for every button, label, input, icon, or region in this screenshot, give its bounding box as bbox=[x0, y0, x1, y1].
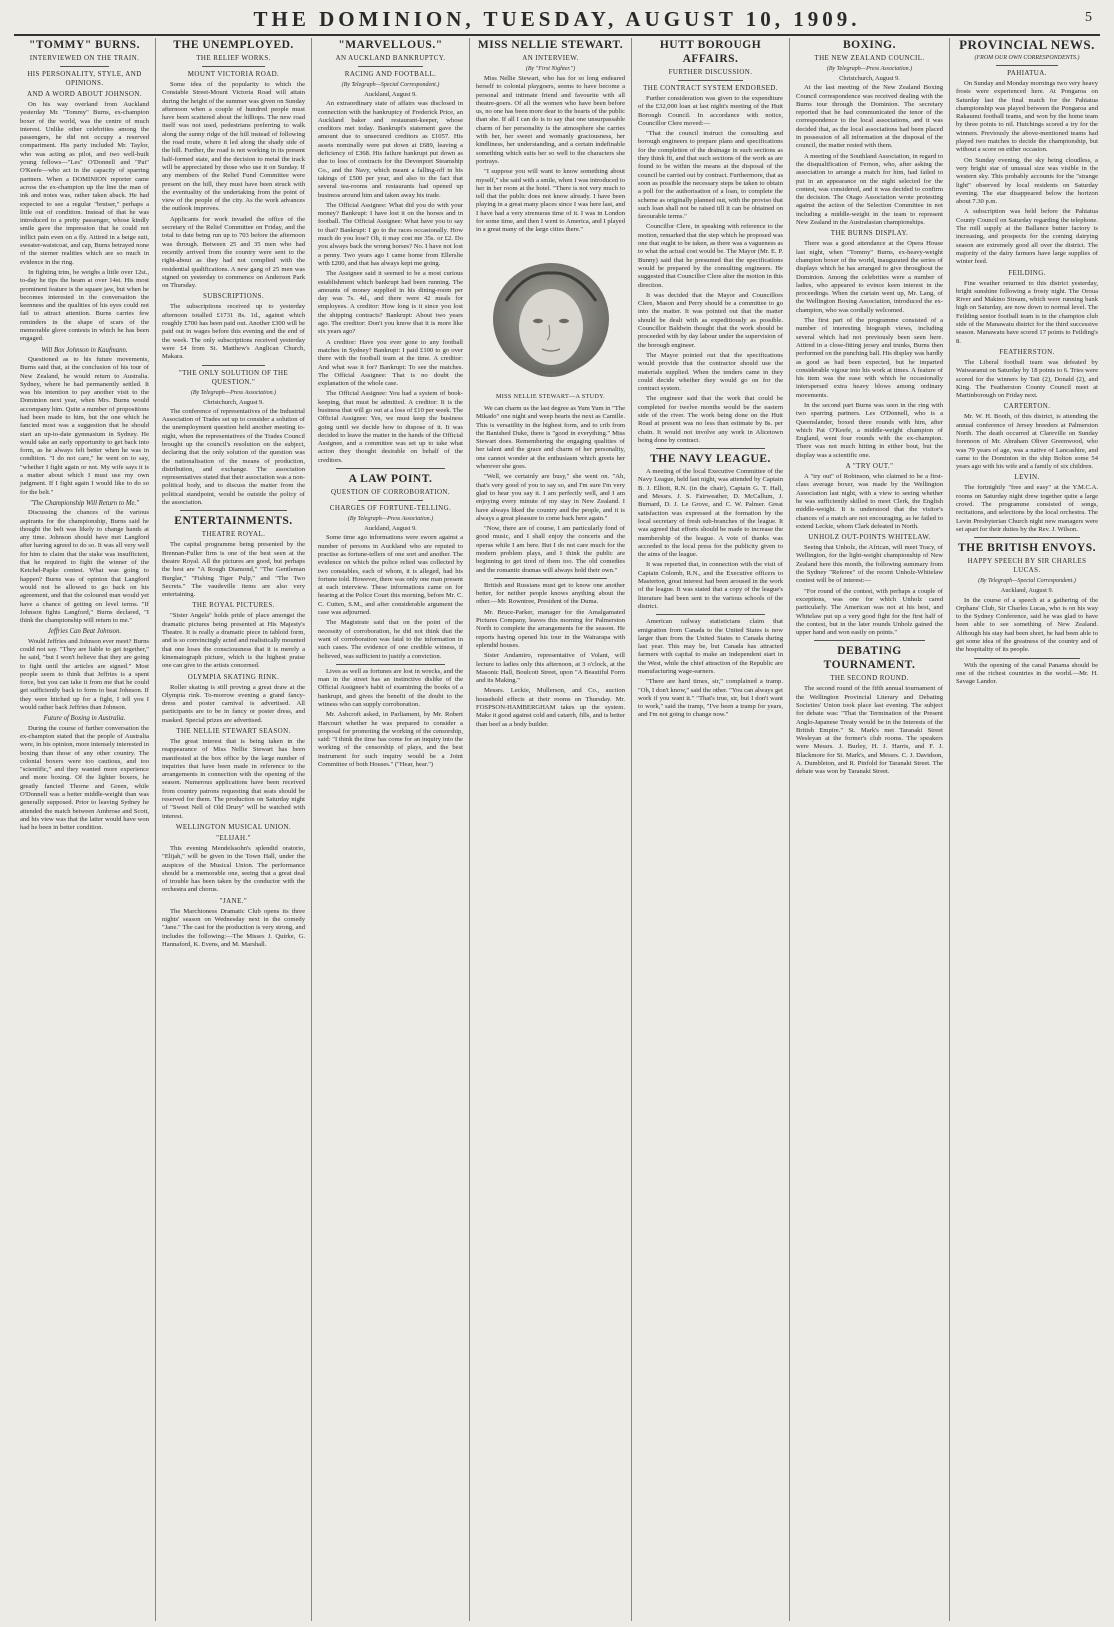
byline: (FROM OUR OWN CORRESPONDENTS.) bbox=[974, 55, 1080, 61]
byline: (By Telegraph—Press Association.) bbox=[347, 516, 434, 523]
paragraph: A meeting of the Southland Association, in regard to the disqualification of Fernon, who, after asking the association to arrange a match for him, had failed to put in an appearance on the night selected for the contest, was considered, and it was decided to confirm the decision. The Otago Association wrote protesting against the action of the Selection Committee in not including a middle-weight in the team to represent New Zealand in the Australasian championships. bbox=[796, 152, 943, 227]
section-title: Future of Boxing in Australia. bbox=[43, 715, 126, 723]
paragraph: Further consideration was given to the expenditure of the £32,000 loan at last night's meeting of the Hutt Borough Council. In accordance with notice, Councillor Clere moved:— bbox=[638, 95, 783, 127]
subheading: THE CONTRACT SYSTEM ENDORSED. bbox=[643, 84, 778, 92]
subheading: UNHOLZ OUT-POINTS WHITELAW. bbox=[808, 533, 931, 542]
article-heading: HUTT BOROUGH AFFAIRS. bbox=[659, 39, 762, 65]
paragraph: The Assignee said it seemed to be a most curious establishment which bankrupt had been running. The amounts of money supplied in his dining-room per day was 7s. 4d., and there were 42 meals for employees. A creditor: How long is it since you lost the shipping contracts? Bankrupt: About two years ago. The creditor: Don't you know that it is more like six years ago? bbox=[318, 270, 463, 336]
article-heading: PROVINCIAL NEWS. bbox=[959, 38, 1095, 52]
subheading: AN AUCKLAND BANKRUPTCY. bbox=[335, 54, 446, 62]
byline: (By Telegraph—Press Association.) bbox=[826, 66, 913, 72]
divider bbox=[180, 510, 287, 511]
subheading: OLYMPIA SKATING RINK. bbox=[187, 672, 280, 681]
divider bbox=[656, 614, 765, 615]
subheading: A "TRY OUT." bbox=[845, 462, 894, 471]
subheading: "THE ONLY SOLUTION OF THE QUESTION." bbox=[178, 368, 289, 386]
paragraph: Discussing the chances of the various aspirants for the championship, Burns said he thought the belt was likely to change hands at any time. Johnson should have met Langford after having agreed to do so. It was all very well for him to claim that the stake was insufficient, that he required to fight the winner of the Ketchel-Papke contest. What was going to happen? Burns was of opinion that Langford would not be allowed to go back on his agreement, and that the coloured man would yet have a chance of getting on level terms. "If Johnson fights Langford," Burns declared, "I think the championship will return to me." bbox=[20, 509, 149, 625]
paragraph: "That the council instruct the consulting and borough engineers to prepare plans and specifications for the completion of the drainage in such sections as they think fit, and that such sections of the work as are found to be within the means at the disposal of the council be carried out by contract. Furthermore, that as soon as possible the necessary steps be taken to obtain a poll for the authorisation of a loan, to complete the scheme as originally planned out, with the proviso that such loan shall not be raised till it can be obtained on favourable terms." bbox=[638, 130, 784, 221]
paragraph: The Official Assignee: What did you do with your money? Bankrupt: I have lost it on the horses and in football. The Official Assignee: What have you to say to that? Bankrupt: I go to the races occasionally. How much do you lose? Oh, it may cost me 35s. or £2. Do you always back the wrong horses? No. I have not lost a penny. Two years ago I came home from Ellerslie with £200, and that has always kept me going. bbox=[318, 201, 463, 267]
divider bbox=[656, 448, 765, 449]
subheading: SUBSCRIPTIONS. bbox=[202, 292, 265, 301]
paragraph: At the last meeting of the New Zealand Boxing Council correspondence was received dealing with the Burns tour through the Dominion. The secretary reported that he had communicated the tenor of the correspondence to the local associations, and it was decided that, as the local associations had been placed in possession of all information at the disposal of the council, the matter rested with them. bbox=[796, 84, 943, 150]
paragraph: Applicants for work invaded the office of the secretary of the Relief Committee on Friday, and the total to date being run up to 703 before the afternoon was through. Between 25 and 35 men who had recently arrived from the country were sent to the right-about as they had not complied with the residential qualifications. A new gang of 25 men was signed on yesterday to commence on Anderson Park on Thursday. bbox=[162, 215, 305, 290]
paragraph: "Sister Angela" holds pride of place amongst the dramatic pictures being presented at His Majesty's Theatre. It is really a dramatic piece in tabloid form, and is so convincingly acted and realistically mounted that one loses the consciousness that it is merely a kinematograph picture, which is the highest praise one can give to the artists concerned. bbox=[162, 612, 306, 670]
article-heading: THE UNEMPLOYED. bbox=[173, 39, 294, 51]
paragraph: In fighting trim, he weighs a little over 12st., to-day he tips the beam at over 14st. His most prominent feature is the square jaw, but when he becomes interested in the conversation the keenness and the qualities of his eyes could not fail to attract attention. Burns carries few reminders in the shape of scars of the memorable glove contests in which he has been engaged. bbox=[20, 268, 149, 343]
column-provincial-news bbox=[950, 38, 1104, 1621]
paragraph: Seeing that Unholz, the African, will meet Tracy, of Wellington, for the light-weight championship of New Zealand here this month, the following summary from the Sydney "Referee" of the recent Unholz-Whitelaw contest will be of interest:— bbox=[796, 544, 943, 585]
paragraph: Councillor Clere, in speaking with reference to the motion, remarked that the step which he proposed was one that ought to be taken, as there was a vagueness as to what the actual cost would be. The Mayor (Mr. E. P. Bunny) said that he presumed that the specifications would be prepared by the consulting engineers. He suggested that Councillor Clere alter the motion in this direction. bbox=[638, 223, 783, 289]
subheading: RACING AND FOOTBALL. bbox=[344, 70, 437, 78]
paragraph: Roller skating is still proving a great draw at the Olympia rink. To-morrow evening a grand fancy-dress and poster carnival is advertised. All participants are to be in fancy or poster dress, and masked. Special prizes are advertised. bbox=[162, 683, 305, 724]
paragraph: Miss Nellie Stewart, who has for so long endeared herself to colonial playgoers, seems to have become a personal and intimate friend and favourite with all theatre-goers. Of all the women who have been before us, no one has been more dear to the hearts of the public than she. If all I can do is to say that one unsurpassable charm of her personality is the atmosphere she carries with her, her sweet and womanly graciousness, her kindliness, her understanding, and a certain indefinable something which suits her so well to the characters she portrays. bbox=[476, 75, 625, 165]
article-heading: ENTERTAINMENTS. bbox=[174, 515, 293, 528]
paragraph: Lives as well as fortunes are lost in wrecks, and the man in the street has an instinctive dislike of the Official Assignee's habit of examining the books of a bankrupt, and gives the benefit of the doubt to the witness who can supply corroboration. bbox=[318, 667, 463, 708]
paragraph: A subscription was held before the Pahiatua County Council on Saturday regarding the telephone. The mill supply at the Ballance butter factory is increasing, and prospects for the coming dairying season are extremely good all over the district. The majority of the dairy farmers have large supplies of winter feed. bbox=[956, 208, 1098, 266]
subheading: FEILDING. bbox=[1008, 268, 1046, 277]
page-number: 5 bbox=[1085, 10, 1092, 25]
paragraph: The engineer said that the work that could be completed for twelve months would be the eastern side of the river. The work being done on the Hutt Road at present was no less than estimate by 8s. per chain. It would not involve any work in Alicetown being done by contract. bbox=[638, 395, 783, 444]
divider bbox=[358, 66, 423, 67]
paragraph: Messrs. Leckie, Mullerson, and Co., auction household effects at their rooms on Thursday. Mr. FOSPSON-HAMBERGHAM takes up the system. Make it good against cold and catarrh, fills, and is better than beef as a body builder. bbox=[476, 687, 625, 728]
paragraph: Fine weather returned to this district yesterday, bright sunshine following a frosty night. The Oroua River and Makino Stream, which were running bank high on Saturday, are now down to normal level. The Feilding senior football team is in the champion club side of the Manawatu district for the third successive season. Manawatu have scored 17 points to Feilding's 8. bbox=[956, 279, 1098, 345]
paragraph: There was a good attendance at the Opera House last night, when "Tommy" Burns, ex-heavy-weight champion boxer of the world, inaugurated the series of displays which he has arranged to give throughout the Dominion. Among the celebrities were a number of ladies, who appeared to evince keen interest in the proceedings. When the curtain went up, Mr. Lang, of the Wellington Boxing Association, introduced the ex-champion, who was cordially welcomed. bbox=[796, 240, 943, 314]
paragraph: This evening Mendelssohn's splendid oratorio, "Elijah," will be given in the Town Hall, under the auspices of the Musical Union. The performance should be a memorable one, seeing that a great deal of trouble has been taken by the conductor with the orchestra and chorus. bbox=[162, 844, 305, 894]
paragraph: With the opening of the canal Panama should be one of the richest countries in the world.—Mr. H. Savage Landor. bbox=[956, 661, 1098, 686]
subheading: HAPPY SPEECH BY SIR CHARLES LUCAS. bbox=[967, 557, 1087, 575]
paragraph: The Mayor pointed out that the specifications would provide that the contractor should use the materials supplied. When the tenders came in they could decide whether they would go on for the contract system. bbox=[638, 351, 783, 393]
divider bbox=[358, 500, 423, 501]
subheading: THEATRE ROYAL. bbox=[201, 530, 266, 539]
dateline: Christchurch, August 9. bbox=[839, 75, 900, 82]
paragraph: "There are hard times, sir," complained a tramp. "Oh, I don't know," said the other. "You can always get work if you want it." "That's true, sir, but I don't want to work," said the tramp, "I've been a tramp for years, and I'm not going to change now." bbox=[638, 678, 783, 719]
subheading: AND A WORD ABOUT JOHNSON. bbox=[27, 90, 142, 98]
column-hutt-borough bbox=[632, 38, 790, 1621]
article-heading: THE NAVY LEAGUE. bbox=[650, 453, 771, 466]
paragraph: "I suppose you will want to know something about myself," she said with a smile, when I was introduced to her in her room at the hotel. "There is not very much to tell that the public does not know already. I have been playing in a great many places since I was here last, and I have had a very strenuous time of it. I was in London for some time, and then I went to America, and I played in a great many of the large cities there." bbox=[476, 168, 625, 234]
paragraph: Mr. Ashcroft asked, in Parliament, by Mr. Robert Harcourt whether he was prepared to consider a proposal for promoting the working of the censorship, said: "I think the time has come for an inquiry into the working of the censorship of plays, and the best instrument for such inquiry would be a Joint Committee of both Houses." ("Hear, hear.") bbox=[318, 711, 463, 769]
subheading: LEVIN. bbox=[1014, 473, 1040, 482]
paragraph: In the course of a speech at a gathering of the Orphans' Club, Sir Charles Lucas, who is on his way to the Sydney Conference, said he was glad to have been able to see something of New Zealand. Although his stay had been short, he had been able to get some idea of the greatness of the country and of the hospitality of its people. bbox=[956, 596, 1098, 654]
paragraph: On Sunday and Monday mornings two very heavy frosts were experienced here. At Pongaroa on Saturday last the final match for the Pahiatua championship was played between the Pongaroa and Rakaunui football teams, and won by the home team by three points to nil. Hutchings scored a try for the winners. Previously the above-mentioned teams had played two matches to decide the championship, but without a score on either occasion. bbox=[956, 80, 1098, 154]
section-title: Will Box Johnson in Kaufmann. bbox=[41, 346, 128, 354]
divider bbox=[336, 664, 445, 665]
subheading: THE RELIEF WORKS. bbox=[196, 54, 271, 62]
dateline: Christchurch, August 9. bbox=[203, 398, 264, 406]
divider bbox=[202, 66, 265, 67]
paragraph: The second round of the fifth annual tournament of the Wellington Provincial Literary and Debating Societies' Union took place last evening. The subject for debate was: "That the Termination of the Present Anglo-Japanese Treaty would be in the Interests of the British Empire." St. Mark's met Taranaki Street Wesleyan at the former's club rooms. The speakers were Messrs. J. Burley, H. J. Harris, and F. J. Blackmore for St. Mark's, and Messrs. C. J. Davidson, A. Dumbleton, and R. Pinfold for Taranaki Street. The debate was won by Taranaki Street. bbox=[796, 685, 943, 776]
subheading: QUESTION OF CORROBORATION. bbox=[330, 488, 451, 497]
paragraph: "Now, there are of course, I am particularly fond of good music, and I shall enjoy the concerts and the operas while I am here. But I do not care much for the modern problem plays, and I think the public are beginning to get tired of them too. The old comedies and the romantic dramas will always hold their own." bbox=[476, 525, 625, 574]
article-heading: MISS NELLIE STEWART. bbox=[477, 39, 624, 51]
subheading: "ELIJAH." bbox=[216, 833, 251, 842]
byline: (By "First Nighter.") bbox=[525, 66, 576, 72]
subheading: HIS PERSONALITY, STYLE, AND OPINIONS. bbox=[27, 70, 142, 87]
subheading: THE BURNS DISPLAY. bbox=[830, 229, 909, 238]
subheading: AN INTERVIEW. bbox=[522, 54, 579, 62]
paragraph: Mr. Bruce-Parker, manager for the Amalgamated Pictures Company, leaves this morning for Palmerston North to complete the arrangements for the season. He reports having opened his tour in the Wairarapa with splendid houses. bbox=[476, 608, 625, 649]
column-nellie-stewart bbox=[470, 38, 632, 1621]
masthead bbox=[14, 4, 1100, 36]
paragraph: British and Russians must get to know one another better, for neither people knows anything about the other.—Mr. Rowntree, President of the Duma. bbox=[476, 581, 625, 606]
paragraph: The Official Assignee: You had a system of book-keeping, that must be admitted. A creditor: It is the business that will go out at a loss of £10 per week. The Official Assignee: Yes, we must keep the business going until we decide how to dispose of it. It was decided to leave the matter in the hands of the Official Assignee, and a committee was set up to take what action they thought desirable on behalf of the creditors. bbox=[318, 390, 463, 464]
paragraph: We can charm us the last degree as Yum Yum in "The Mikado" one night and weep hearts the next as Camille. This is versatility in the highest form, and to crib from the Banished Duke, there is "good in everything." Miss Stewart does. Remembering the engaging qualities of her talent and the grace and charm of her personality, one cannot wonder at the enthusiasm which greets her wherever she goes. bbox=[476, 404, 626, 471]
subheading: FEATHERSTON. bbox=[999, 347, 1055, 356]
paragraph: The fortnightly "free and easy" at the Y.M.C.A. rooms on Saturday night drew together quite a large crowd. The programme consisted of songs, recitations, and selections by the local orchestra. The Levin Presbyterian Church night new managers were set apart for their duties by the Rev. J. Wilson. bbox=[956, 484, 1098, 533]
divider bbox=[678, 80, 743, 81]
subheading: INTERVIEWED ON THE TRAIN. bbox=[29, 54, 140, 62]
article-heading: "TOMMY" BURNS. bbox=[29, 39, 140, 51]
divider bbox=[974, 658, 1080, 659]
column-tommy-burns bbox=[14, 38, 156, 1621]
paragraph: A "try out" of Robinson, who claimed to be a first-class average boxer, was made by the Wellington Association last night, with a view to seeing whether he was sufficiently skilled to meet Clerk, the English middle-weight. It is understood that the visitor's chances of a match are not encouraging, as he failed to extend Leckie, whom Clark defeated in North. bbox=[796, 473, 943, 530]
column-unemployed bbox=[156, 38, 312, 1621]
paragraph: Sister Andamiro, representative of Volant, will lecture to ladies only this afternoon, at 3 o'clock, at the Masonic Hall, Boulcott Street, upon "A Beautiful Form and its Making." bbox=[476, 652, 625, 685]
paragraph: American railway statisticians claim that emigration from Canada to the United States is now larger than from the United States to Canada during last year. This may be, but Canada has attracted farmers with capital to make an independent start in the West, while the chief attraction of the Republic are manufacturing wage-earners. bbox=[638, 618, 783, 675]
article-heading: DEBATING TOURNAMENT. bbox=[823, 645, 916, 672]
subheading: THE ROYAL PICTURES. bbox=[192, 601, 275, 610]
byline: (By Telegraph—Special Correspondent.) bbox=[341, 82, 440, 88]
paragraph: The Magistrate said that on the point of the necessity of corroboration, he did not think that the want of corroboration was fatal to the information in such cases. The evidence of one credible witness, if believed, was sufficient to justify a conviction. bbox=[318, 619, 463, 660]
portrait-caption: MISS NELLIE STEWART—A STUDY. bbox=[496, 392, 605, 400]
paragraph: Questioned as to his future movements, Burns said that, at the conclusion of his tour of New Zealand, he would return to Australia. Sydney, where he had permanently settled. It was his intention to pay another visit to the Dominion next year, when Mrs. Burns would accompany him. Quite a number of propositions had been made to him, but the one which he fancied most was a suggestion that he should start an up-to-date gymnasium in Sydney. He would take an early opportunity to get back into form, as he always felt better when he was in condition. "I do not care," he went on to say, "whether I fight again or not. My wife says it is a matter about which I must use my own judgment. If I fight again I would like to do so for the belt." bbox=[20, 355, 149, 496]
paragraph: The great interest that is being taken in the reappearance of Miss Nellie Stewart has been manifested at the box office by the large number of inquiries that have been made in reference to the arrangements in connection with the opening of the season. Numerous applications have been received from country patrons requesting that seats should be reserved for them. The production on Saturday night of "Sweet Nell of Old Drury" will be watched with interest. bbox=[162, 738, 305, 820]
paragraph: A creditor: Have you ever gone to any football matches in Sydney? Bankrupt: I paid £100 to go over there with the football team at the time. A creditor: And what was it for? Bankrupt: To see the matches. The Official Assignee: That is no doubt the explanation of the whole case. bbox=[318, 338, 463, 388]
dateline: Auckland, August 9. bbox=[1000, 587, 1054, 595]
masthead-title: THE DOMINION, TUESDAY, AUGUST 10, 1909. bbox=[253, 6, 861, 31]
article-heading: "MARVELLOUS." bbox=[338, 39, 443, 51]
paragraph: The capital programme being presented by the Brennan-Fuller firm is one of the best seen at the theatre Royal. All the pictures are good, but perhaps the best are "A Rough Diamond," "The Gentleman Burglar," "Fishing Tiger Pulp," and "The Two Secrets." The vaudeville items are also very entertaining. bbox=[162, 541, 305, 599]
divider bbox=[996, 65, 1058, 66]
byline: (By Telegraph—Press Association.) bbox=[190, 389, 277, 396]
dateline: Auckland, August 9. bbox=[364, 525, 417, 533]
paragraph: The subscriptions received up to yesterday afternoon totalled £1731 8s. 1d., against which roughly £700 has been paid out. Another £300 will be paid out in wages before this evening and the end of the week. The only subscriptions received yesterday were £4 from St. Matthew's Anglican Church, Makara. bbox=[162, 303, 305, 361]
subheading: THE NEW ZEALAND COUNCIL. bbox=[814, 54, 925, 62]
subheading: FURTHER DISCUSSION. bbox=[668, 68, 753, 76]
paragraph: The Liberal football team was defeated by Waiwaranui on Saturday by 18 points to 6. Tries were scored for the winners by Tait (2), Donald (2), and King. The Featherston County Council meet at Martinborough on Friday next. bbox=[956, 358, 1098, 400]
subheading: "JANE." bbox=[219, 896, 248, 905]
column-boxing bbox=[790, 38, 950, 1621]
subheading: WELLINGTON MUSICAL UNION. bbox=[175, 822, 292, 831]
paragraph: It was decided that the Mayor and Councillors Clere, Mason and Perry should be a committee to go into the matter. It was pointed out that the matter should be dealt with as expeditiously as possible. Councillor Baldwin thought that the work should be proceeded with by day labour under the supervision of the borough engineer. bbox=[638, 291, 783, 349]
paragraph: During the course of further conversation the ex-champion stated that the people of Australia were, in his opinion, more intensely interested in boxing than those of any other country. The colonial boxers were too cautious, and too "scientific," and they wanted more experience and more boxing. Of the lighter boxers, he greatly fancied Thorne and Green, while O'Donnell was a better middle-weight than was generally supposed. Prior to leaving Sydney he attended the match between Ambrose and Scott, and his view was that the latter would have won had he been in better condition. bbox=[20, 724, 149, 832]
paragraph: On Sunday evening, the sky being cloudless, a very bright star of unusual size was visible in the western sky. This probably accounts for the "strange light" observed by local residents on Saturday evening. The star disappeared below the horizon about 7.30 p.m. bbox=[956, 156, 1098, 206]
article-heading: BOXING. bbox=[842, 39, 897, 51]
subheading: MOUNT VICTORIA ROAD. bbox=[187, 70, 280, 78]
divider bbox=[494, 578, 607, 579]
paragraph: "Well, we certainly are busy," she went on. "Ah, that's very good of you to say so, and I'm sure I'm very glad to hear you say it. I am perfectly well, and I am enjoying every minute of my stay in New Zealand. I have always liked the country and the people, and it is always a great pleasure to come back here again." bbox=[476, 473, 625, 522]
paragraph: Mr. W. H. Booth, of this district, is attending the annual conference of Jersey breeders at Palmerston North. The death occurred at Clareville on Sunday forenoon of Mr. Abraham Oliver Greenwood, who was 79 years of age, was a native of Lancashire, and came to the Dominion in the ship Bolton some 54 years ago with his wife and a family of six children. bbox=[956, 413, 1098, 471]
paragraph: Would Jeffries and Johnson ever meet? Burns could not say. "They are liable to get together," he said, "but I won't believe that they are going to fight until the articles are signed." Most people seem to think that Jeffries is a spent force, but you can take it from me that he could get sufficiently back to form to beat Johnson. If they were hitched up for a fight, I tell you I would rather back Jeffries than Johnson. bbox=[20, 637, 149, 712]
divider bbox=[336, 468, 445, 469]
column-marvellous bbox=[312, 38, 470, 1621]
article-heading: A LAW POINT. bbox=[348, 473, 433, 486]
subheading: CARTERTON. bbox=[1003, 402, 1051, 411]
paragraph: An extraordinary state of affairs was disclosed in connection with the bankruptcy of Frederick Price, an Auckland baker and restaurant-keeper, whose creditors met today. Bankrupt's statement gave the amount due to unsecured creditors as £1057. His assets nominally were put down at £689, leaving a deficiency of £368. His failure bankrupt put down as due to loss of contracts for the Devonport Steamship Co., and the Navy, which meant a falling-off in his takings of £500 per year, and also to the fact that several tea-rooms and restaurants had opened up business around him and taken away his trade. bbox=[318, 100, 463, 199]
paragraph: Some time ago informations were sworn against a number of persons in Auckland who are reputed to practise as fortune-tellers of one sort and another. The evidence on which the police relied was collected by two constables, each of whom, it is alleged, had his fortune told. However, there was only one man present at each interview. These informations came on for hearing at the Police Court this morning, before Mr. C. C. Cutten, S.M., and after considerable argument the case was adjourned. bbox=[318, 534, 463, 617]
paragraph: "For round of the contest, with perhaps a couple of exceptions, was one for which Unholz cared particularly. The American was not at his best, and Whitelaw put up a very good fight for the first half of the contest, but in the later rounds Unholz gained the upper hand and won easily on points." bbox=[796, 587, 943, 637]
newspaper-columns bbox=[14, 38, 1104, 1621]
paragraph: On his way overland from Auckland yesterday Mr. "Tommy" Burns, ex-champion boxer of the world, was the centre of much interest. Unlike other celebrities among the passengers, he did not occupy a reserved compartment. His party included Mr. Taylor, who was acting as pilot, and two well-built young fellows—"Les" O'Donnell and "Pat" O'Keefe—who act in the capacity of sparring partners. When a DOMINION reporter came across the ex-champion up the line the man of ink and notes was, rather taken aback. He had expected to see a regular "bruiser," perhaps a little out of condition. Instead of that he was introduced to a pretty passenger, whose kindly smile gave the impression that he could not inflict pain even on a fly. Attired in a beige suit, sweater-waistcoat, and cap, Burns betrayed none of the sterner realities which are so much in evidence in the ring. bbox=[20, 101, 149, 266]
subheading: THE NELLIE STEWART SEASON. bbox=[176, 727, 291, 735]
portrait-illustration bbox=[476, 241, 626, 391]
article-heading: THE BRITISH ENVOYS. bbox=[957, 542, 1097, 555]
paragraph: A meeting of the local Executive Committee of the Navy League, held last night, was attended by Captain B. J. Elliott, R.N. (in the chair), Captain G. T. Hall, and Messrs. J. S. Fairweather, D. McCallum, J. Burnard, D. J. Le Grove, and C. W. Palmer. Great satisfaction was expressed at the formation by the local secretary of fresh sub-branches of the league. It was agreed that efforts should be made to increase the membership of the league. A vote of thanks was accorded to the local press for the publicity given to the aims of the league. bbox=[638, 468, 783, 559]
paragraph: In the second part Burns was seen in the ring with two sparring partners. Les O'Donnell, who is a Queenslander, boxed three rounds with him, after which Pat O'Keefe, a middle-weight champion of England, went four rounds with the ex-champion. There was not much hitting in either bout, but the display was a scientific one. bbox=[796, 401, 943, 459]
divider bbox=[974, 537, 1080, 538]
subheading: CHARGES OF FORTUNE-TELLING. bbox=[329, 504, 452, 513]
paragraph: The Marchioness Dramatic Club opens its three nights' season on Wednesday next in the comedy "Jane." The cast for the production is very strong, and includes the following:—The Misses J. Quirke, G. Hannaford, K. Evens, and M. Marshall. bbox=[162, 907, 305, 948]
divider bbox=[814, 640, 925, 641]
paragraph: The conference of representatives of the Industrial Association of Trades set up to consider a solution of the unemployment question held another meeting to-night, when the representatives of the Trades Council brought up the council's resolution on the subject, declaring that the only solution of the question was the nationalisation of the means of production, distribution, and exchange. The association representatives stated that their association was a non-political body, and to discuss the matter from the political standpoint, would be outside the policy of the association. bbox=[162, 407, 305, 507]
byline: (By Telegraph—Special Correspondent.) bbox=[978, 578, 1076, 585]
section-title: Jeffries Can Beat Johnson. bbox=[47, 628, 122, 636]
subheading: THE SECOND ROUND. bbox=[830, 674, 909, 683]
paragraph: Some idea of the popularity to which the Constable Street-Mount Victoria Road will attain during the height of the summer was given on Sunday afternoon when a couple of hundred people must have been scattered about the hilltops. The new road itself was not used, pedestrians preferring to walk along the sunny ridge of the hill instead of following the road route, where it led along the shady side of the hill. Further, the road is not working in its present half-formed state, and the decision to metal the track will be appreciated by those who use it on Sunday. If any members of the Relief Fund Committee were present on the hill, they must have been struck with the eventuality of the undertaking from the point of view of the people of the city. As the work advances the outlook improves. bbox=[162, 81, 305, 213]
subheading: PAHIATUA. bbox=[1007, 69, 1047, 77]
divider bbox=[60, 66, 109, 67]
divider bbox=[202, 365, 265, 366]
paragraph: It was reported that, in connection with the visit of Captain Colomb, R.N., and the Executive officers to Masterton, great interest had been aroused in the work of the league. It was stated that a copy of the league's literature had been sent to the various schools of the district. bbox=[638, 561, 783, 610]
section-title: "The Championship Will Return to Me." bbox=[29, 499, 140, 507]
dateline: Auckland, August 9. bbox=[364, 91, 417, 98]
paragraph: The first part of the programme consisted of a number of interesting biograph views, including several which had not previously been seen here. Attired in a close-fitting jersey and trunks, Burns then performed on the punching ball. His display was hardly as good as had been expected, but he imparted considerable vigour into his work at times. A feature of his item was the ease with which he occasionally interspersed extra heavy blows among ordinary movements. bbox=[796, 317, 943, 399]
